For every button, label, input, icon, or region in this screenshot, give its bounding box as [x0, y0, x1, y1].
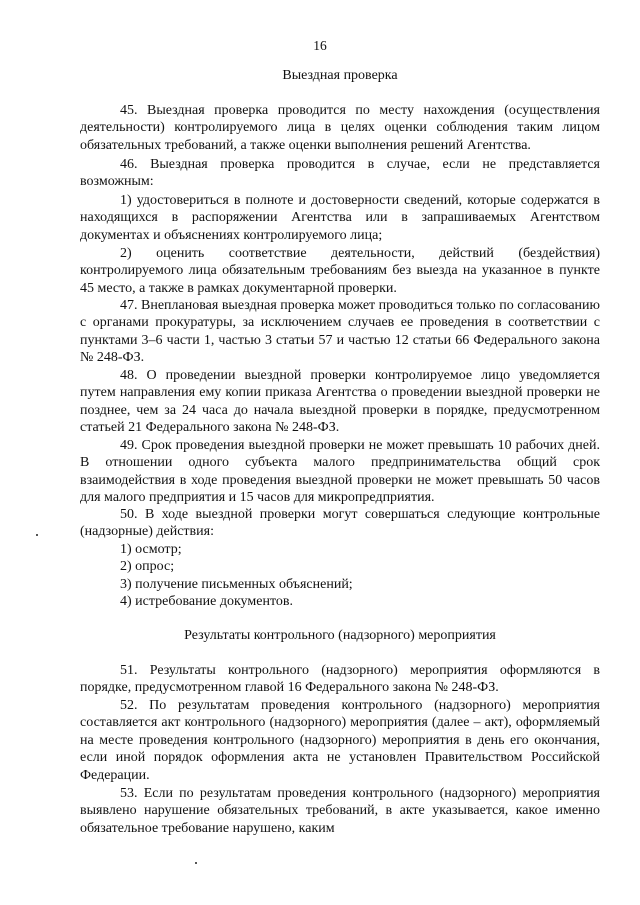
paragraph-48: 48. О проведении выездной проверки контролируемое лицо уведомляется путем направления ему копии приказа Агентства о проведении выездной проверки не позднее, чем за 24 часа до начала выездной проверки в порядке, предусмотренном статьей 21 Федерального закона № 248-ФЗ.	[80, 368, 600, 436]
paragraph-53: 53. Если по результатам проведения контрольного (надзорного) мероприятия выявлено нарушение обязательных требований, в акте указывается, какое именно обязательное требование нарушено, каким	[80, 786, 600, 836]
list-item-survey: 2) опрос;	[120, 559, 175, 574]
paragraph-45: 45. Выездная проверка проводится по месту нахождения (осуществления деятельности) контролируемого лица в целях оценки соблюдения таким лицом обязательных требований, а также оценки выполнения решений Агентства.	[80, 103, 600, 153]
list-item-written-explanations: 3) получение письменных объяснений;	[120, 577, 353, 592]
scan-speck	[195, 862, 197, 864]
paragraph-46-item-2: 2) оценить соответствие деятельности, действий (бездействия) контролируемого лица обязательным требованиям без выезда на указанное в пункте 45 место, а также в рамках документарной проверки.	[80, 246, 600, 296]
section-title-field-inspection: Выездная проверка	[282, 68, 398, 83]
paragraph-47: 47. Внеплановая выездная проверка может проводиться только по согласованию с органами прокуратуры, за исключением случаев ее проведения в соответствии с пунктами 3–6 части 1, частью 3 статьи 57 и частью 12 статьи 66 Федерального закона № 248-ФЗ.	[80, 298, 600, 366]
scan-speck	[36, 534, 38, 536]
paragraph-51: 51. Результаты контрольного (надзорного) мероприятия оформляются в порядке, предусмотренном главой 16 Федерального закона № 248-ФЗ.	[80, 663, 600, 696]
section-title-results: Результаты контрольного (надзорного) мероприятия	[184, 628, 496, 643]
paragraph-46: 46. Выездная проверка проводится в случае, если не представляется возможным:	[80, 157, 600, 190]
list-item-inspection: 1) осмотр;	[120, 542, 182, 557]
list-item-document-request: 4) истребование документов.	[120, 594, 293, 609]
paragraph-52: 52. По результатам проведения контрольного (надзорного) мероприятия составляется акт контрольного (надзорного) мероприятия (далее – акт), оформляемый на месте проведения контрольного (надзорного) мероприятия в день его окончания, если иной порядок оформления акта не установлен Правительством Российской Федерации.	[80, 698, 600, 783]
paragraph-50: 50. В ходе выездной проверки могут совершаться следующие контрольные (надзорные) действия:	[80, 507, 600, 540]
page-number: 16	[313, 38, 327, 53]
paragraph-49: 49. Срок проведения выездной проверки не может превышать 10 рабочих дней. В отношении одного субъекта малого предпринимательства общий срок взаимодействия в ходе проведения выездной проверки не может превышать 50 часов для малого предприятия и 15 часов для микропредприятия.	[80, 438, 600, 506]
paragraph-46-item-1: 1) удостовериться в полноте и достоверности сведений, которые содержатся в находящихся в распоряжении Агентства или в запрашиваемых Агентством документах и объяснениях контролируемого лица;	[80, 193, 600, 243]
